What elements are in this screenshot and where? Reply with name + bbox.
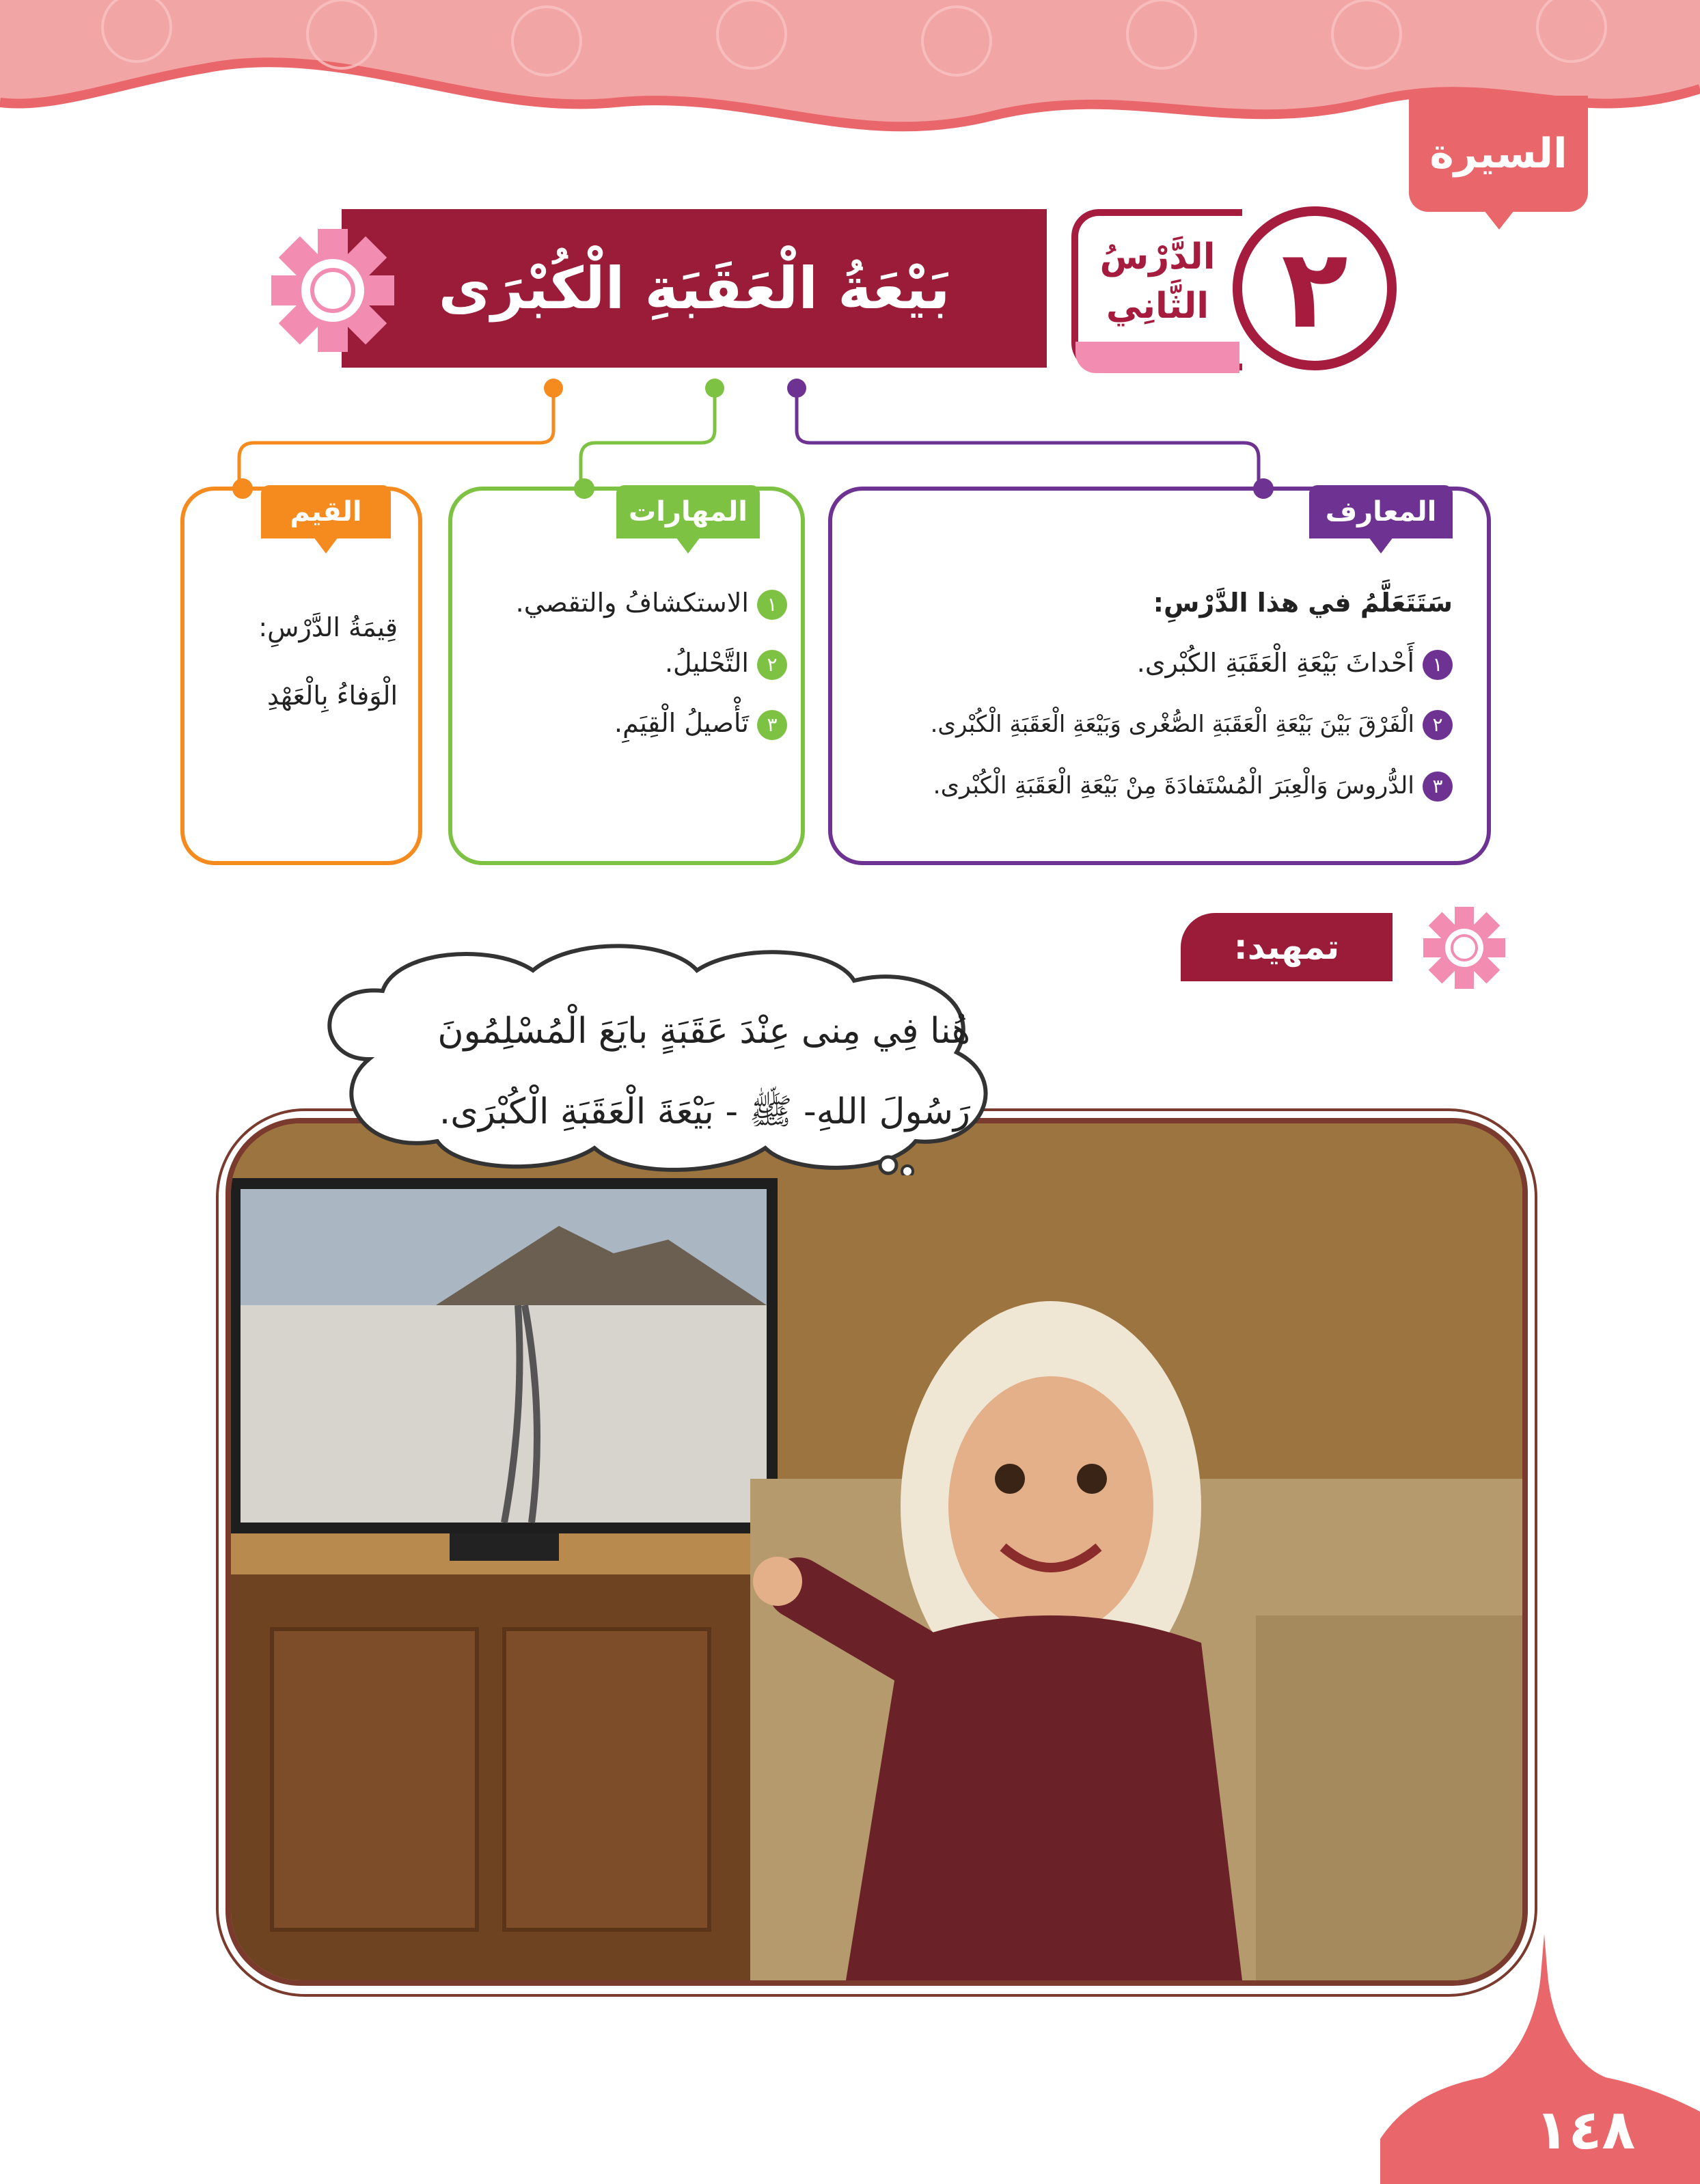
- list-item: [851, 693, 1453, 754]
- list-item: [851, 633, 1453, 693]
- item-number: ٢: [1423, 710, 1453, 740]
- lesson-label-line1: الدَّرْسُ: [1099, 236, 1216, 277]
- rosette-ornament-icon: [1416, 899, 1513, 996]
- lesson-number-badge: [1233, 206, 1397, 370]
- list-item: [459, 573, 787, 633]
- section-tab-label: السيرة: [1429, 130, 1567, 178]
- list-item: [459, 693, 787, 753]
- values-line1: قِيمَةُ الدَّرْسِ:: [258, 612, 398, 642]
- knowledge-list: [851, 573, 1453, 816]
- rosette-ornament-icon: [247, 205, 418, 376]
- skills-list: [459, 573, 787, 753]
- room-scene-image: [231, 1123, 1522, 1980]
- connector-dot: [232, 478, 253, 499]
- knowledge-intro: سَتَتَعَلَّمُ في هذا الدَّرْسِ:: [1153, 588, 1453, 618]
- item-number: ٢: [757, 650, 787, 680]
- lesson-number: ٢: [1281, 224, 1348, 353]
- knowledge-card: [828, 487, 1491, 865]
- values-line2: الْوَفاءُ بِالْعَهْدِ: [267, 681, 398, 711]
- item-text: الدُّروسَ وَالْعِبَرَ الْمُسْتَفادَةَ مِنْ بَيْعَةِ الْعَقَبَةِ الْكُبْرى.: [933, 772, 1414, 800]
- section-tab: [1409, 96, 1588, 212]
- item-text: التَّحْليلُ.: [664, 648, 749, 678]
- skills-tag: [616, 485, 760, 538]
- skills-tag-label: المهارات: [629, 496, 748, 528]
- connector-dot: [574, 478, 594, 499]
- item-number: ٣: [1423, 772, 1453, 802]
- lesson-title: بَيْعَةُ الْعَقَبَةِ الْكُبْرَى: [438, 255, 950, 322]
- item-text: الْفَرْقَ بَيْنَ بَيْعَةِ الْعَقَبَةِ الصُّغْرى وَبَيْعَةِ الْعَقَبَةِ الْكُبْرى.: [930, 711, 1414, 738]
- item-text: الاستكشافُ والتقصي.: [515, 588, 749, 618]
- item-number: ١: [757, 590, 787, 620]
- connector-dot: [1253, 478, 1274, 499]
- skills-card: [448, 487, 805, 865]
- scene-illustration: [225, 1118, 1528, 1986]
- item-number: ٣: [757, 710, 787, 740]
- knowledge-tag-label: المعارف: [1325, 496, 1437, 528]
- introduction-heading-label: تمهيد:: [1233, 927, 1340, 967]
- item-number: ١: [1423, 650, 1453, 680]
- item-text: تَأْصيلُ الْقِيَمِ.: [614, 708, 749, 738]
- lesson-title-bar: [342, 209, 1047, 368]
- values-card: [180, 487, 422, 865]
- knowledge-tag: [1309, 485, 1453, 538]
- list-item: [459, 633, 787, 693]
- values-tag: [261, 485, 391, 538]
- introduction-heading: [1181, 913, 1393, 981]
- speech-line1: هُنا فِي مِنى عِنْدَ عَقَبَةٍ بايَعَ الْمُسْلِمُونَ: [437, 1011, 970, 1052]
- lesson-label: [1082, 232, 1233, 331]
- speech-line2: رَسُولَ اللهِ- ﷺ - بَيْعَةَ الْعَقَبَةِ الْكُبْرَى.: [439, 1091, 970, 1132]
- item-text: أَحْداثَ بَيْعَةِ الْعَقَبَةِ الكُبْرى.: [1136, 648, 1414, 678]
- lesson-label-line2: الثَّانِي: [1106, 286, 1209, 327]
- values-text: [193, 593, 398, 730]
- list-item: [851, 754, 1453, 816]
- page-number: ١٤٨: [1535, 2098, 1636, 2161]
- values-tag-label: القيم: [290, 496, 362, 528]
- speech-text: [355, 991, 970, 1152]
